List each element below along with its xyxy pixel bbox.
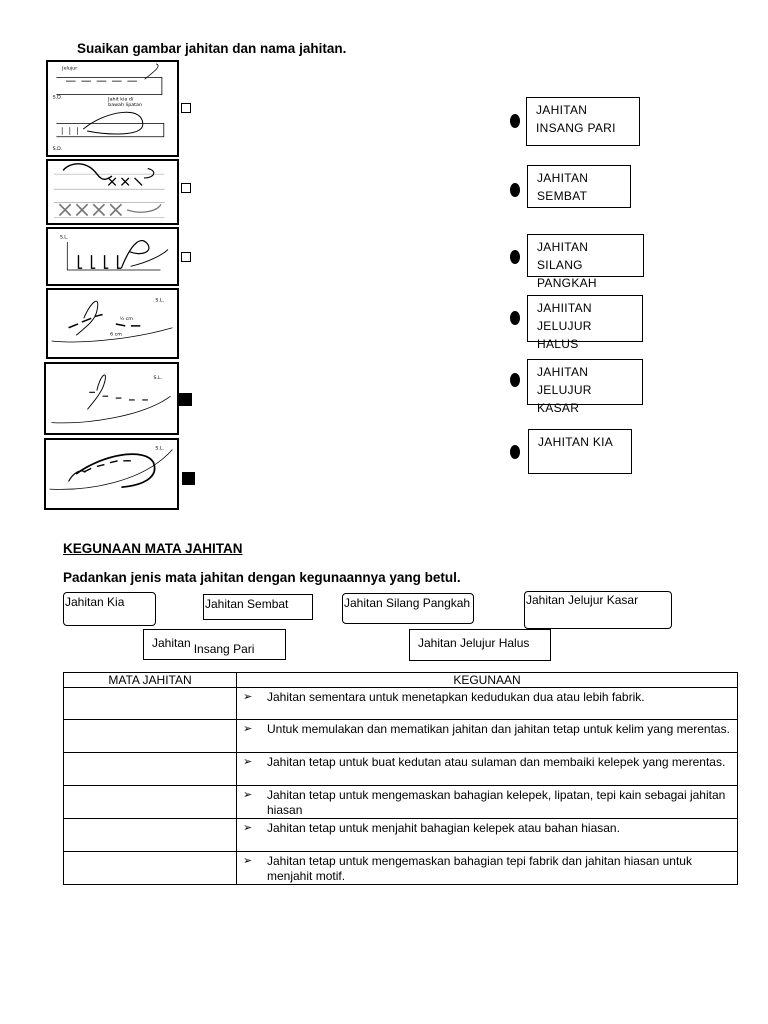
svg-text:S.D.: S.D. [52, 147, 63, 153]
table-row: ➢ Jahitan tetap untuk mengemaskan bahagian kelepek, lipatan, tepi kain sebagai jahitan hiasan [64, 786, 738, 819]
match-dot-1[interactable] [510, 114, 520, 128]
option-jahitan-sembat: Jahitan Sembat [203, 594, 313, 620]
stitch-name-insang-pari: JAHITAN INSANG PARI [526, 97, 640, 146]
option-jahitan-jelujur-halus: Jahitan Jelujur Halus [409, 629, 551, 661]
stitch-illustration-6 [44, 438, 179, 510]
answer-cell[interactable] [64, 688, 237, 720]
svg-text:S.L.: S.L. [59, 235, 69, 241]
arrow-bullet-icon: ➢ [243, 822, 253, 834]
stitch-name-sembat: JAHITAN SEMBAT [527, 165, 631, 208]
match-dot-2[interactable] [510, 183, 520, 197]
section-title: Suaikan gambar jahitan dan nama jahitan. [77, 41, 347, 56]
arrow-bullet-icon: ➢ [243, 691, 253, 703]
table-row: ➢ Jahitan sementara untuk menetapkan kedudukan dua atau lebih fabrik. [64, 688, 738, 720]
stitch-illustration-5 [44, 362, 179, 435]
match-box-6[interactable] [182, 472, 195, 485]
column-header-kegunaan: KEGUNAAN [237, 673, 738, 688]
svg-text:bawah lipatan: bawah lipatan [108, 103, 142, 109]
arrow-bullet-icon: ➢ [243, 723, 253, 735]
stitch-name-jelujur-kasar: JAHITAN JELUJUR KASAR [527, 359, 643, 405]
stitch-uses-table [63, 672, 738, 885]
answer-cell[interactable] [64, 753, 237, 786]
table-row: ➢ Jahitan tetap untuk menjahit bahagian kelepek atau bahan hiasan. [64, 819, 738, 852]
stitch-name-silang-pangkah: JAHITAN SILANG PANGKAH [527, 234, 644, 277]
svg-text:½ cm: ½ cm [119, 317, 133, 323]
svg-text:S.L.: S.L. [153, 376, 163, 382]
svg-text:6 cm: 6 cm [110, 332, 122, 338]
instruction-text: Padankan jenis mata jahitan dengan kegunaannya yang betul. [63, 570, 461, 585]
answer-cell[interactable] [64, 852, 237, 885]
svg-text:S.D.: S.D. [52, 95, 63, 101]
table-row: ➢ Jahitan tetap untuk mengemaskan bahagian tepi fabrik dan jahitan hiasan untuk menjahit motif. [64, 852, 738, 885]
arrow-bullet-icon: ➢ [243, 789, 253, 801]
match-box-3[interactable] [181, 252, 191, 262]
match-dot-6[interactable] [510, 445, 520, 459]
match-dot-4[interactable] [510, 311, 520, 325]
svg-text:S.L.: S.L. [155, 446, 165, 452]
label-jelujur: Jelujur [62, 66, 78, 72]
answer-cell[interactable] [64, 819, 237, 852]
answer-cell[interactable] [64, 720, 237, 753]
column-header-mata-jahitan: MATA JAHITAN [64, 673, 237, 688]
arrow-bullet-icon: ➢ [243, 756, 253, 768]
table-row: ➢ Untuk memulakan dan mematikan jahitan dan jahitan tetap untuk kelim yang merentas. [64, 720, 738, 753]
stitch-name-jelujur-halus: JAHIITAN JELUJUR HALUS [527, 295, 643, 342]
stitch-illustration-3 [46, 227, 179, 286]
stitch-illustration-2 [46, 159, 179, 225]
option-jahitan-insang-pari: Jahitan Insang Pari [143, 629, 286, 660]
match-box-5[interactable] [179, 393, 192, 406]
stitch-name-kia: JAHITAN KIA [528, 429, 632, 474]
option-jahitan-silang-pangkah: Jahitan Silang Pangkah [342, 593, 474, 624]
table-row: ➢ Jahitan tetap untuk buat kedutan atau sulaman dan membaiki kelepek yang merentas. [64, 753, 738, 786]
match-box-2[interactable] [181, 183, 191, 193]
option-jahitan-jelujur-kasar: Jahitan Jelujur Kasar [524, 591, 672, 629]
svg-text:S.L.: S.L. [155, 298, 165, 304]
option-jahitan-kia: Jahitan Kia [63, 592, 156, 626]
svg-text:Jahit kia di: Jahit kia di [108, 97, 134, 103]
match-dot-3[interactable] [510, 250, 520, 264]
arrow-bullet-icon: ➢ [243, 855, 253, 867]
stitch-illustration-1 [46, 60, 179, 157]
match-dot-5[interactable] [510, 373, 520, 387]
match-box-1[interactable] [181, 103, 191, 113]
stitch-illustration-4 [46, 288, 179, 359]
answer-cell[interactable] [64, 786, 237, 819]
section-heading: KEGUNAAN MATA JAHITAN [63, 541, 243, 556]
